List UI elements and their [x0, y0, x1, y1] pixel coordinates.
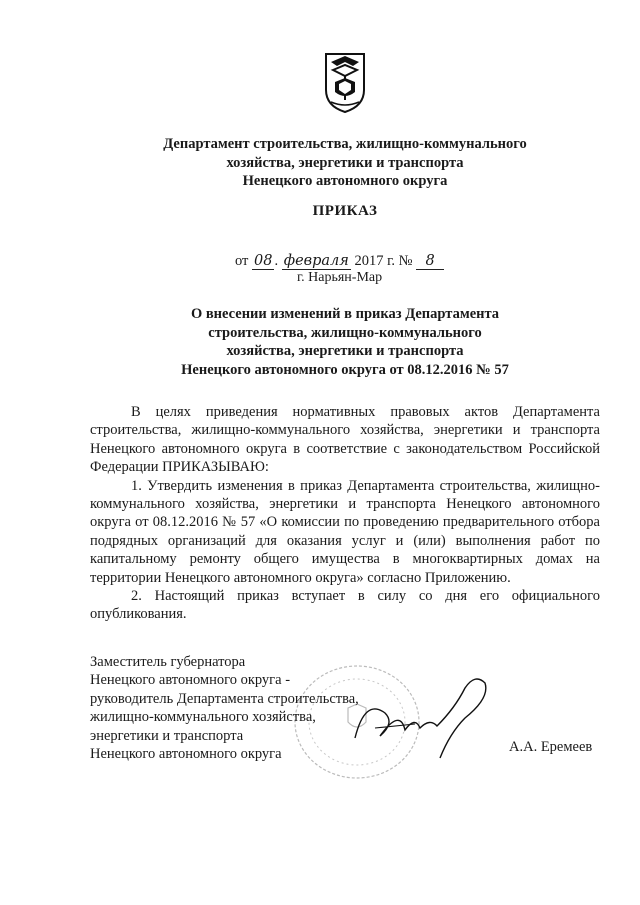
header-line: хозяйства, энергетики и транспорта [226, 154, 464, 171]
date-year: 2017 г. № [354, 253, 413, 269]
handwritten-number: 8 [416, 253, 444, 270]
subject-line: строительства, жилищно-коммунального [208, 324, 482, 341]
handwritten-signature-icon [345, 668, 505, 763]
date-prefix: от [235, 253, 249, 269]
signatory-title-line: Ненецкого автономного округа [90, 746, 282, 763]
signature-block [90, 653, 359, 763]
body-paragraph: В целях приведения нормативных правовых актов Департамента строительства, жилищно-коммунального хозяйства, энергетики и транспорта Ненецкого автономного округа в соответствие с законодательством Российской Федерации ПРИКАЗЫВАЮ: [90, 404, 600, 476]
place-of-issue: г. Нарьян-Мар [297, 270, 383, 285]
signer-name: А.А. Еремеев [509, 739, 593, 755]
document-title: ПРИКАЗ [312, 203, 378, 219]
body-paragraph: 2. Настоящий приказ вступает в силу со дня его официального опубликования. [90, 588, 600, 623]
handwritten-day: 08 [254, 253, 273, 269]
date-line: от 08 . февраля 2017 г. № 8 [235, 253, 444, 270]
signatory-title-line: руководитель Департамента строительства, [90, 690, 359, 707]
order-body [90, 403, 600, 624]
subject-line: О внесении изменений в приказ Департамента [190, 306, 500, 322]
signatory-title-line: Ненецкого автономного округа - [90, 672, 291, 689]
header-line: Ненецкого автономного округа [242, 173, 448, 189]
department-header [80, 135, 610, 191]
signatory-title-line: Заместитель губернатора [90, 654, 246, 670]
handwritten-month: февраля [283, 253, 349, 269]
subject-line: хозяйства, энергетики и транспорта [226, 343, 464, 359]
header-line: Департамент строительства, жилищно-коммунального [163, 136, 527, 152]
signatory-title-line: энергетики и транспорта [90, 727, 244, 744]
subject-line: Ненецкого автономного округа от 08.12.2016 № 57 [181, 361, 509, 378]
order-subject [90, 305, 600, 379]
signatory-title-line: жилищно-коммунального хозяйства, [90, 709, 316, 726]
nenets-okrug-emblem-icon [323, 52, 367, 114]
body-paragraph: 1. Утвердить изменения в приказ Департамента строительства, жилищно-коммунального хозяйства, энергетики и транспорта Ненецкого автономного округа от 08.12.2016 № 57 «О комиссии по проведению предварительного отбора подрядных организаций для оказания услуг и (или) выполнения работ по капитальному ремонту общего имущества в многоквартирных домах на территории Ненецкого автономного округа» согласно Приложению. [90, 477, 600, 586]
